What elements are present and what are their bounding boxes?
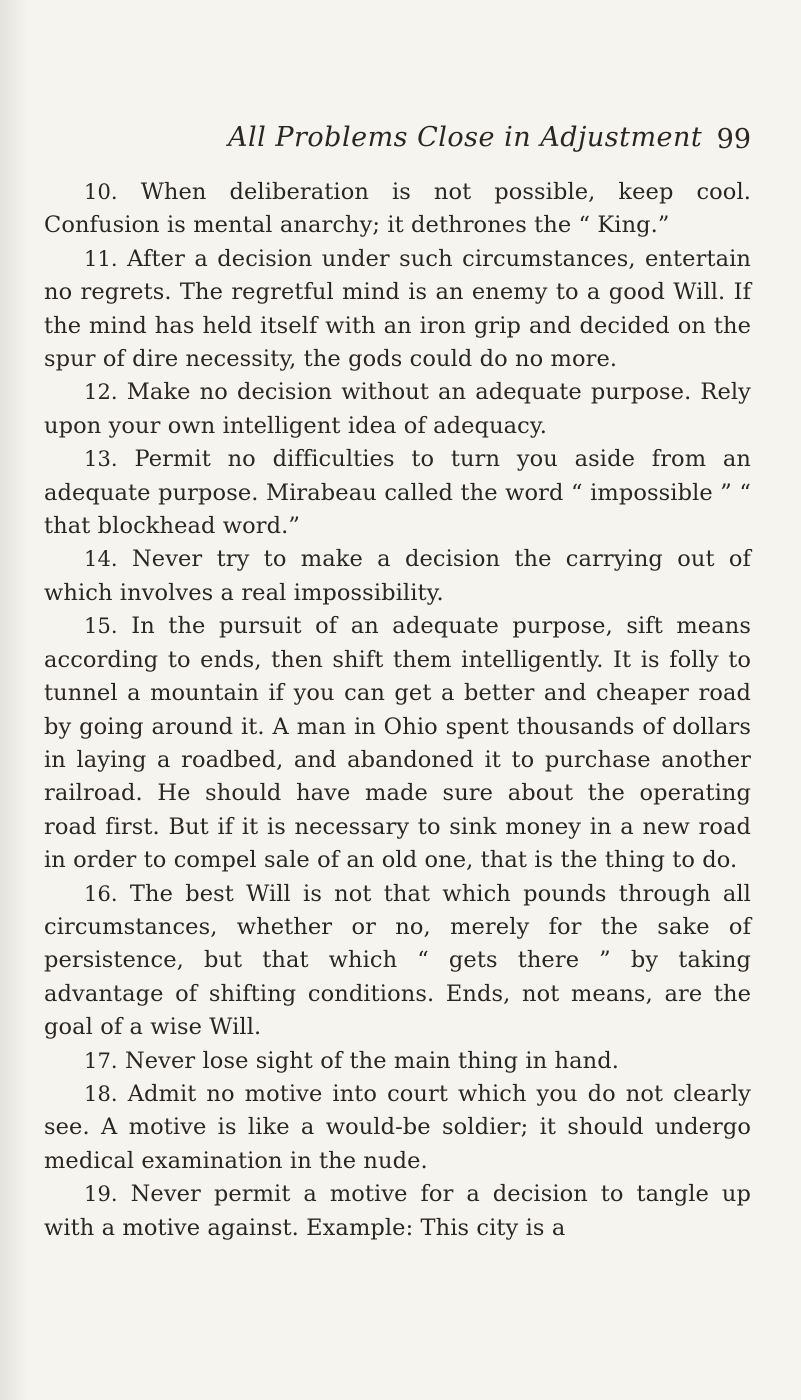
- paragraph-15: [44, 610, 751, 877]
- paragraph-12: [44, 376, 751, 443]
- paragraph-number: 11.: [84, 246, 118, 271]
- paragraph-11: [44, 243, 751, 377]
- page-header: [44, 122, 751, 166]
- paragraph-14: [44, 543, 751, 610]
- paragraph-13: [44, 443, 751, 543]
- paragraph-text: After a decision under such circumstances, entertain no regrets. The regretful mind is an enemy to a good Will. If the mind has held itself with an iron grip and decided on the spur of dire necessity, the gods could do no more.: [44, 245, 751, 373]
- page-gutter-shade: [0, 0, 28, 1400]
- paragraph-number: 12.: [84, 380, 118, 405]
- paragraph-18: [44, 1078, 751, 1178]
- paragraph-number: 10.: [84, 180, 118, 204]
- paragraph-number: 15.: [84, 614, 118, 639]
- paragraph-16: [44, 878, 751, 1045]
- paragraph-text: Never try to make a decision the carrying out of which involves a real impossibility.: [44, 546, 751, 606]
- paragraph-number: 14.: [84, 547, 118, 572]
- paragraph-number: 17.: [84, 1048, 118, 1073]
- paragraph-text: Permit no difficulties to turn you aside from an adequate purpose. Mirabeau called the word “ impossible ” “ that blockhead word.”: [44, 446, 751, 540]
- paragraph-number: 16.: [84, 881, 118, 906]
- body-text: [44, 176, 751, 1245]
- paragraph-text: In the pursuit of an adequate purpose, sift means according to ends, then shift them intelligently. It is folly to tunnel a mountain if you can get a better and cheaper road by going around it. A man in Ohio spent thousands of dollars in laying a roadbed, and abandoned it to purchase another railroad. He should have made sure about the operating road first. But if it is necessary to sink money in a new road in order to compel sale of an old one, that is the thing to do.: [44, 613, 751, 874]
- paragraph-text: When deliberation is not possible, keep cool. Confusion is mental anarchy; it dethrones the “ King.”: [44, 179, 751, 239]
- paragraph-number: 18.: [84, 1081, 118, 1106]
- paragraph-number: 19.: [84, 1182, 118, 1207]
- paragraph-text: Never permit a motive for a decision to tangle up with a motive against. Example: This city is a: [44, 1181, 751, 1241]
- paragraph-19: [44, 1178, 751, 1245]
- paragraph-text: The best Will is not that which pounds through all circumstances, whether or no, merely for the sake of persistence, but that which “ gets there ” by taking advantage of shifting conditions. Ends, not means, are the goal of a wise Will.: [44, 880, 751, 1041]
- paragraph-17: [44, 1045, 751, 1078]
- book-page: [44, 122, 751, 1245]
- paragraph-10: [44, 176, 751, 243]
- paragraph-text: Make no decision without an adequate purpose. Rely upon your own intelligent idea of adequacy.: [44, 379, 751, 439]
- paragraph-number: 13.: [84, 447, 118, 472]
- running-head: All Problems Close in Adjustment: [228, 122, 703, 153]
- paragraph-text: Admit no motive into court which you do not clearly see. A motive is like a would-be soldier; it should undergo medical examination in the nude.: [44, 1080, 751, 1174]
- paragraph-text: Never lose sight of the main thing in hand.: [124, 1047, 619, 1074]
- page-number: 99: [716, 124, 751, 155]
